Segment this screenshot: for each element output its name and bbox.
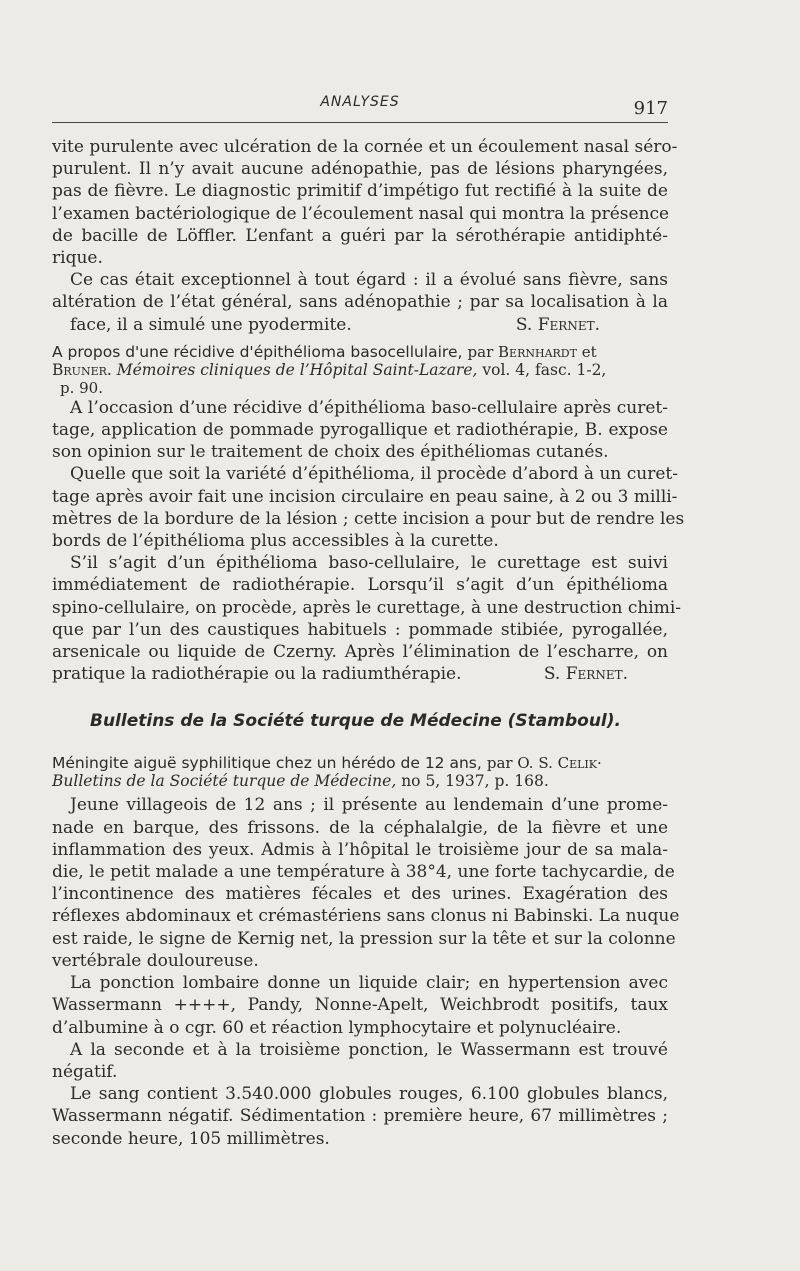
article-title: Méningite aiguë syphilitique chez un hérédo de 12 ans, bbox=[52, 754, 482, 773]
text-line: arsenicale ou liquide de Czerny. Après l’élimination de l’escharre, on bbox=[52, 642, 668, 663]
page-number: 917 bbox=[633, 98, 668, 119]
text-line: Jeune villageois de 12 ans ; il présente au lendemain d’une prome- bbox=[70, 795, 668, 816]
text-line: face, il a simulé une pyodermite. bbox=[70, 314, 352, 335]
issue-info: no 5, 1937, p. 168. bbox=[401, 772, 549, 791]
text-line: Quelle que soit la variété d’épithélioma, il procède d’abord à un curet- bbox=[70, 464, 678, 485]
text-line: Wassermann négatif. Sédimentation : première heure, 67 millimètres ; bbox=[52, 1106, 668, 1127]
section-heading: Bulletins de la Société turque de Médecine (Stamboul). bbox=[90, 711, 621, 732]
citation bbox=[52, 772, 668, 790]
paragraph bbox=[52, 1083, 668, 1150]
text-line: mètres de la bordure de la lésion ; cette incision a pour but de rendre les bbox=[52, 508, 685, 529]
journal-title: Bulletins de la Société turque de Médecine, bbox=[52, 772, 397, 791]
article-heading bbox=[52, 342, 668, 397]
text-line: inflammation des yeux. Admis à l’hôpital le troisième jour de sa mala- bbox=[52, 839, 668, 860]
article-heading bbox=[52, 753, 668, 790]
text-line: immédiatement de radiothérapie. Lorsqu’il s’agit d’un épithélioma bbox=[52, 575, 668, 596]
text-line: seconde heure, 105 millimètres. bbox=[52, 1128, 330, 1149]
text-line: tage après avoir fait une incision circulaire en peau saine, à 2 ou 3 milli- bbox=[52, 486, 678, 507]
text-line: tage, application de pommade pyrogallique et radiothérapie, B. expose bbox=[52, 420, 668, 441]
text-line: purulent. Il n’y avait aucune adénopathie, pas de lésions pharyngées, bbox=[52, 159, 668, 180]
citation-page: p. 90. bbox=[60, 378, 103, 397]
text-line: vite purulente avec ulcération de la cornée et un écoulement nasal séro- bbox=[52, 137, 678, 157]
paragraph bbox=[52, 1039, 668, 1083]
text-line: d’albumine à o cgr. 60 et réaction lymphocytaire et polynucléaire. bbox=[52, 1017, 622, 1038]
author-signature: S. Fernet. bbox=[515, 314, 600, 335]
text-line: négatif. bbox=[52, 1061, 118, 1082]
text-line: die, le petit malade a une température à 38°4, une forte tachycardie, de bbox=[52, 862, 675, 883]
text-line: l’examen bactériologique de l’écoulement nasal qui montra la présence bbox=[52, 203, 670, 224]
text-line: réflexes abdominaux et crémastériens sans clonus ni Babinski. La nuque bbox=[52, 906, 680, 927]
paragraph bbox=[52, 463, 685, 552]
page-header bbox=[52, 92, 668, 128]
author-signature: S. Fernet. bbox=[543, 664, 628, 685]
text-line: nade en barque, des frissons. de la céphalalgie, de la fièvre et une bbox=[52, 817, 668, 838]
byline: par Bernhardt et bbox=[467, 342, 597, 361]
signature-line bbox=[52, 314, 668, 336]
volume-info: vol. 4, fasc. 1-2, bbox=[482, 360, 607, 379]
text-line: pas de fièvre. Le diagnostic primitif d’impétigo fut rectifié à la suite de bbox=[52, 181, 668, 202]
byline: par O. S. Celik· bbox=[486, 754, 602, 773]
text-line: bords de l’épithélioma plus accessibles à la curette. bbox=[52, 531, 499, 552]
author-name: Celik· bbox=[557, 754, 602, 773]
text-line: l’incontinence des matières fécales et des urines. Exagération des bbox=[52, 884, 668, 905]
text-line: A la seconde et à la troisième ponction, le Wassermann est trouvé bbox=[70, 1039, 668, 1060]
article-title: A propos d'une récidive d'épithélioma basocellulaire, bbox=[52, 342, 463, 361]
text-line: La ponction lombaire donne un liquide clair; en hypertension avec bbox=[70, 973, 668, 994]
signature-line bbox=[52, 663, 668, 685]
text-line: rique. bbox=[52, 248, 103, 269]
text-line: A l’occasion d’une récidive d’épithélioma baso-cellulaire après curet- bbox=[70, 397, 668, 418]
page-content bbox=[52, 136, 685, 1150]
text-line: que par l’un des caustiques habituels : pommade stibiée, pyrogallée, bbox=[52, 619, 668, 640]
running-title: ANALYSES bbox=[320, 94, 400, 110]
paragraph bbox=[52, 972, 668, 1039]
journal-title: Mémoires cliniques de l’Hôpital Saint-Lazare, bbox=[116, 360, 478, 379]
paragraph bbox=[52, 269, 668, 336]
text-line: Wassermann ++++, Pandy, Nonne-Apelt, Weichbrodt positifs, taux bbox=[52, 995, 668, 1016]
paragraph bbox=[52, 397, 668, 464]
text-line: spino-cellulaire, on procède, après le curettage, à une destruction chimi- bbox=[52, 597, 682, 618]
text-line: est raide, le signe de Kernig net, la pression sur la tête et sur la colonne bbox=[52, 928, 676, 949]
text-line: altération de l’état général, sans adénopathie ; par sa localisation à la bbox=[52, 292, 668, 313]
text-line: S’il s’agit d’un épithélioma baso-cellulaire, le curettage est suivi bbox=[70, 553, 668, 574]
author-name: Bernhardt bbox=[498, 342, 577, 361]
paragraph bbox=[52, 552, 682, 685]
text-line: son opinion sur le traitement de choix des épithéliomas cutanés. bbox=[52, 442, 609, 463]
author-name: Bruner. bbox=[52, 360, 112, 379]
header-rule bbox=[52, 122, 668, 123]
paragraph bbox=[52, 136, 678, 269]
text-line: pratique la radiothérapie ou la radiumthérapie. bbox=[52, 664, 462, 685]
paragraph bbox=[52, 794, 680, 972]
citation bbox=[52, 361, 668, 379]
text-line: Le sang contient 3.540.000 globules rouges, 6.100 globules blancs, bbox=[70, 1084, 668, 1105]
text-line: de bacille de Löffler. L’enfant a guéri par la sérothérapie antidiphté- bbox=[52, 225, 668, 246]
text-line: Ce cas était exceptionnel à tout égard : il a évolué sans fièvre, sans bbox=[70, 270, 668, 291]
text-line: vertébrale douloureuse. bbox=[52, 950, 259, 971]
